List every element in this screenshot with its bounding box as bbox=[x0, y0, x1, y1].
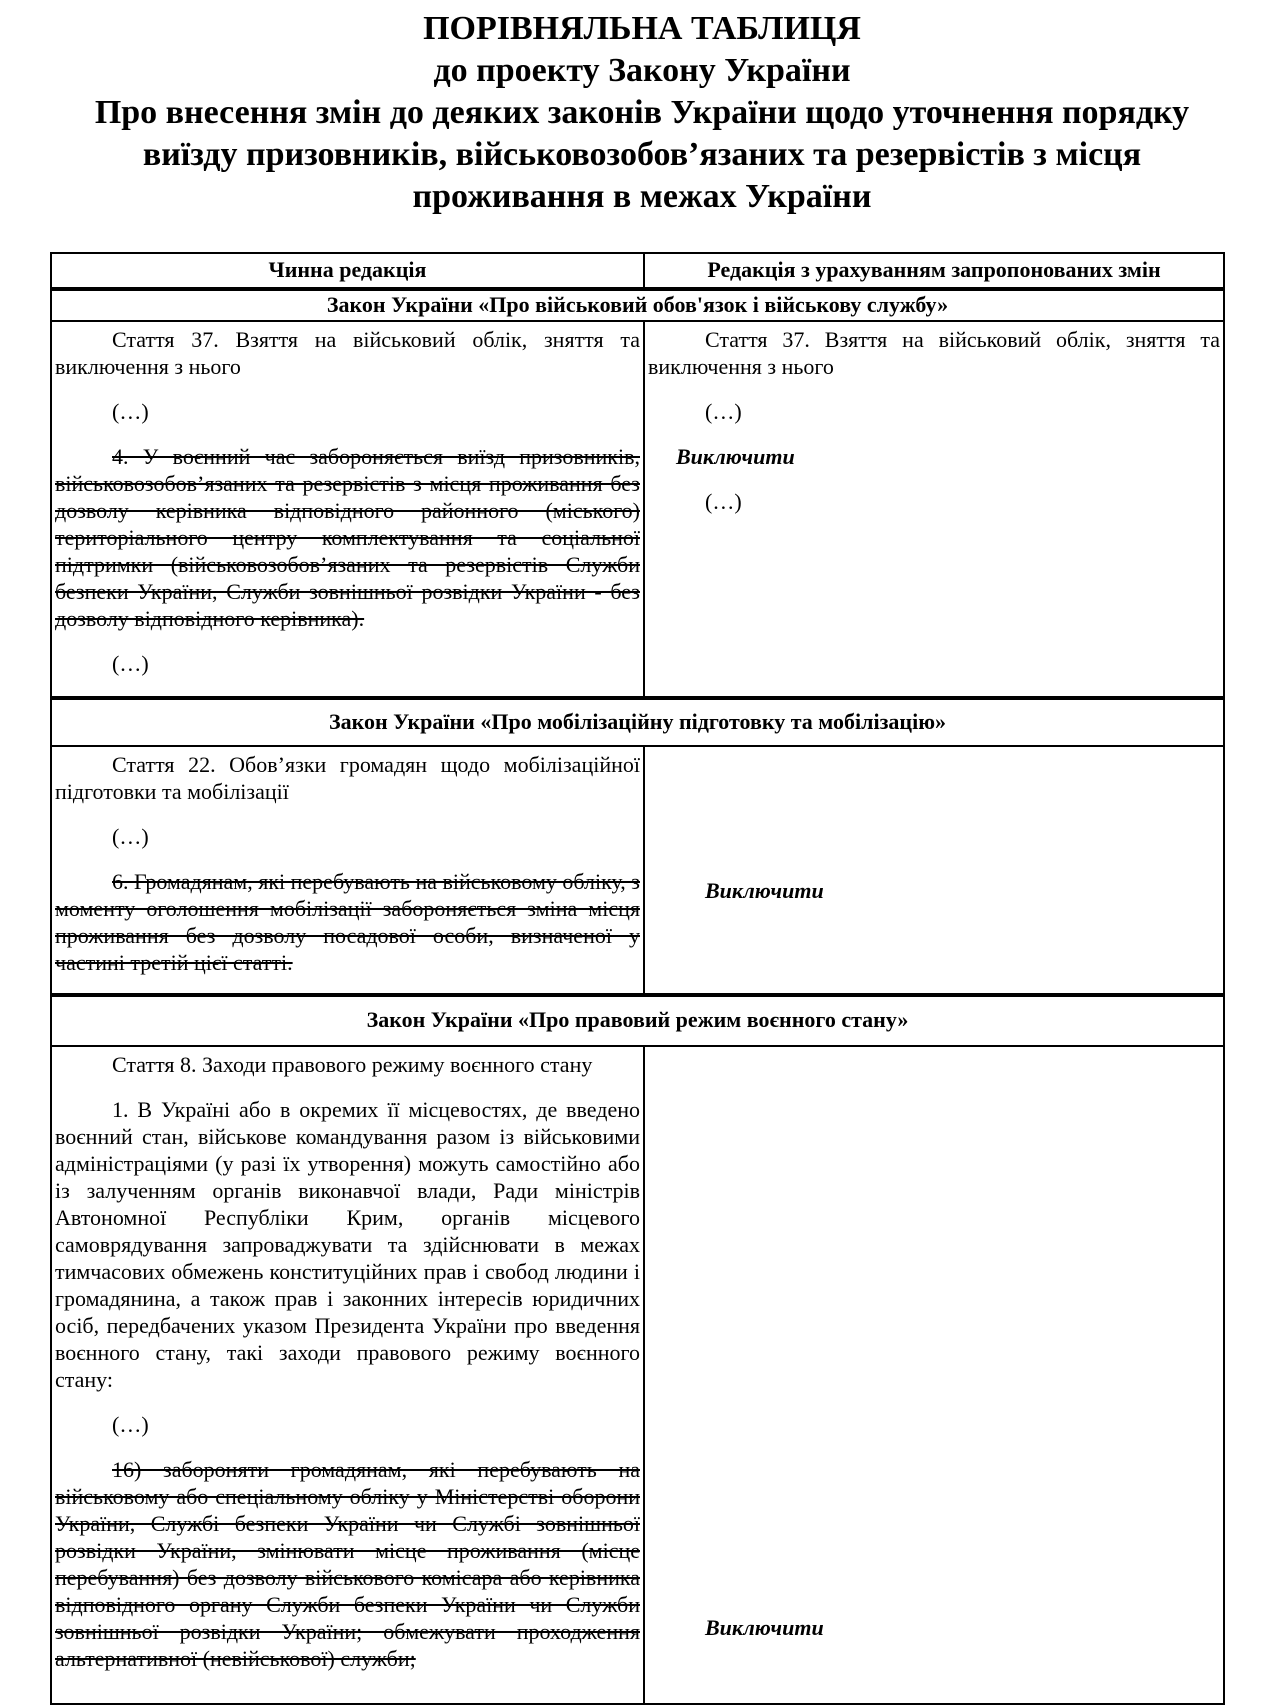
table-header-row bbox=[51, 253, 1224, 289]
document-header bbox=[62, 8, 1222, 218]
page-subtitle: до проекту Закону України bbox=[433, 52, 851, 89]
article-heading: Стаття 37. Взяття на військовий облік, зняття та виключення з нього bbox=[648, 327, 1220, 379]
article-heading: Стаття 37. Взяття на військовий облік, зняття та виключення з нього bbox=[55, 327, 640, 379]
ellipsis-paragraph: (…) bbox=[112, 651, 149, 676]
page-title: ПОРІВНЯЛЬНА ТАБЛИЦЯ bbox=[423, 10, 861, 47]
article-heading: Стаття 22. Обов’язки громадян щодо мобілізаційної підготовки та мобілізації bbox=[55, 752, 640, 804]
ellipsis-paragraph: (…) bbox=[112, 399, 149, 424]
law-title-martial-law: Закон України «Про правовий режим воєнного стану» bbox=[51, 995, 1224, 1046]
law-title-military-duty: Закон України «Про військовий обов'язок і військову службу» bbox=[51, 289, 1224, 321]
section-header-row bbox=[51, 995, 1224, 1046]
ellipsis-paragraph: (…) bbox=[705, 399, 742, 424]
stricken-paragraph: 16) забороняти громадянам, які перебувають на військовому або спеціальному обліку у Міністерстві оборони України, Службі безпеки України чи Службі зовнішньої розвідки України, змінювати місце проживання (місце перебування) без дозволу військового комісара або керівника відповідного органу Служби безпеки України чи Служби зовнішньої розвідки України; обмежувати проходження альтернативної (невійськової) служби; bbox=[55, 1457, 640, 1671]
current-edition-cell-2 bbox=[51, 746, 644, 995]
stricken-paragraph: 4. У воєнний час забороняється виїзд призовників, військовозобов’язаних та резервістів з місця проживання без дозволу керівника відповідного районного (міського) територіального центру комплектування та соціальної підтримки (військовозобов’язаних та резервістів Служби безпеки України, Служби зовнішньої розвідки України - без дозволу відповідного керівника). bbox=[55, 444, 640, 631]
ellipsis-paragraph: (…) bbox=[112, 824, 149, 849]
exclude-label: Виключити bbox=[705, 878, 824, 903]
table-row bbox=[51, 1046, 1224, 1704]
table-row bbox=[51, 321, 1224, 698]
current-edition-cell-3 bbox=[51, 1046, 644, 1704]
body-paragraph: 1. В Україні або в окремих її місцевостях, де введено воєнний стан, військове командування разом із військовими адміністраціями (у разі їх утворення) можуть самостійно або із залученням органів виконавчої влади, Ради міністрів Автономної Республіки Крим, органів місцевого самоврядування запроваджувати та здійснювати в межах тимчасових обмежень конституційних прав і свобод людини і громадянина, а також прав і законних інтересів юридичних осіб, передбачених указом Президента України про введення воєнного стану, такі заходи правового режиму воєнного стану: bbox=[55, 1097, 640, 1392]
stricken-paragraph: 6. Громадянам, які перебувають на військовому обліку, з моменту оголошення мобілізації забороняється зміна місця проживання без дозволу посадової особи, визначеної у частині третій цієї статті. bbox=[55, 869, 640, 975]
comparison-table bbox=[50, 252, 1225, 1705]
document-page bbox=[0, 8, 1284, 1705]
law-project-title: Про внесення змін до деяких законів України щодо уточнення порядку виїзду призовників, військовозобов’язаних та резервістів з місця проживання в межах України bbox=[94, 94, 1190, 215]
proposed-edition-cell-1 bbox=[644, 321, 1224, 698]
ellipsis-paragraph: (…) bbox=[112, 1412, 149, 1437]
article-heading: Стаття 8. Заходи правового режиму воєнного стану bbox=[112, 1052, 593, 1077]
exclude-label: Виключити bbox=[705, 1615, 824, 1640]
section-header-row bbox=[51, 289, 1224, 321]
table-row bbox=[51, 746, 1224, 995]
current-edition-cell-1 bbox=[51, 321, 644, 698]
law-title-mobilization: Закон України «Про мобілізаційну підготовку та мобілізацію» bbox=[51, 698, 1224, 746]
column-header-current-edition: Чинна редакція bbox=[51, 253, 644, 289]
section-header-row bbox=[51, 698, 1224, 746]
proposed-edition-cell-2 bbox=[644, 746, 1224, 995]
proposed-edition-cell-3 bbox=[644, 1046, 1224, 1704]
exclude-label: Виключити bbox=[676, 444, 795, 469]
column-header-proposed-edition: Редакція з урахуванням запропонованих змін bbox=[644, 253, 1224, 289]
ellipsis-paragraph: (…) bbox=[705, 489, 742, 514]
